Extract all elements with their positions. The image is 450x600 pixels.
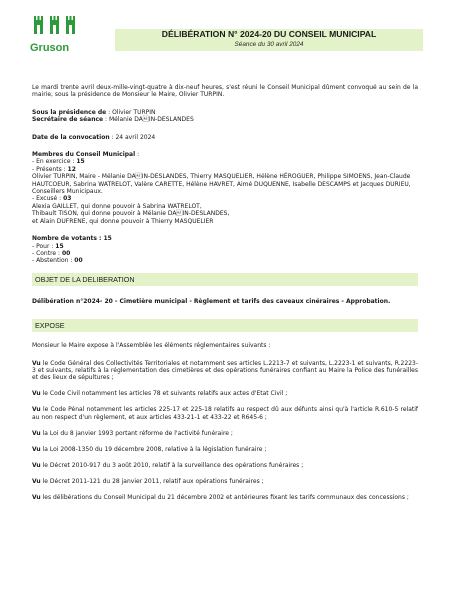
votants-label: Nombre de votants : [32, 235, 104, 243]
vu-text: la Loi du 8 janvier 1993 portant réforme de l'activité funéraire ; [40, 429, 233, 437]
presidence-block [32, 109, 418, 124]
vu-text: les délibérations du Conseil Municipal du 21 décembre 2002 et antérieures fixant les tarifs communaux des concessions ; [40, 493, 409, 501]
contre-count: 00 [61, 249, 71, 257]
secretaire-line [32, 116, 418, 123]
gruson-logo [30, 12, 80, 58]
contre-line [32, 250, 418, 257]
convocation-line [32, 134, 418, 141]
pour-count: 15 [55, 242, 64, 250]
excuse-item: et Alain DUFRENE, qui donne pouvoir à Thierry MASQUELIER [32, 217, 214, 225]
presents-list: Olivier TURPIN, Maire - Mélanie DA IN-DESLANDES, Thierry MASQUELIER, Hélène HÉROGUER, Philippe SIMOENS, Jean-Claude HAUTCOEUR, Sabrina WATRELOT, Valère CARETTE, Hélène HAVRET, Aimé DUQUENNE, Isabelle DESCAMPS et Jacques DURIEU, Conseillers Municipaux. [32, 173, 411, 196]
exercice-label: - En exercice : [32, 158, 77, 166]
vu-text: le Code Général des Collectivités Territoriales et notamment ses articles L.2213-7 et suivants, L.2223-1 et suivants, R.2223-3 et suivants, relatifs à la réglementation des cimetières et des opérations funéraires confiant au Maire la Police des funérailles et des lieux de sépultures ; [32, 359, 418, 382]
session-date: Séance du 30 avril 2024 [234, 41, 304, 48]
membres-block [32, 151, 418, 225]
vu-item [32, 390, 418, 397]
vu-text: le Décret 2010-917 du 3 août 2010, relatif à la surveillance des opérations funéraires ; [40, 461, 304, 469]
vu-label: Vu [32, 477, 41, 485]
vu-item [32, 478, 418, 485]
pour-label: - Pour : [32, 242, 56, 250]
abstention-line [32, 257, 418, 264]
expose-heading: EXPOSE [32, 319, 418, 332]
vu-item [32, 446, 418, 453]
vu-item [32, 494, 418, 501]
vu-label: Vu [32, 445, 41, 453]
votants-line [32, 235, 418, 242]
vu-label: Vu [32, 493, 41, 501]
pour-line [32, 243, 418, 250]
contre-label: - Contre : [32, 249, 62, 257]
vu-item [32, 406, 418, 421]
vu-label: Vu [32, 429, 41, 437]
vu-item [32, 430, 418, 437]
vu-label: Vu [32, 461, 41, 469]
exercice-count: 15 [76, 158, 85, 166]
exercice-line [32, 158, 418, 165]
excuse-item: Alexia GAILLET, qui donne pouvoir à Sabrina WATRELOT, [32, 202, 202, 210]
vu-text: le Décret 2011-121 du 28 janvier 2011, relatif aux opérations funéraires ; [40, 477, 264, 485]
vu-text: la Loi 2008-1350 du 19 décembre 2008, relative à la législation funéraire ; [40, 445, 267, 453]
vu-label: Vu [32, 406, 41, 414]
vu-text: le Code Pénal notamment les articles 225-17 et 225-18 relatifs au respect dû aux défunts ainsi qu'à l'article R.610-5 relatif au non respect d'un règlement, et aux articles 433-21-1 et 433-22 et R645-6 ; [32, 406, 418, 421]
page-title: DÉLIBÉRATION N° 2024-20 DU CONSEIL MUNICIPAL [161, 29, 377, 39]
vu-item [32, 462, 418, 469]
presidence-label: Sous la présidence de [32, 108, 107, 116]
vu-label: Vu [32, 359, 41, 367]
excuse-item: Thibault TISON, qui donne pouvoir à Mélanie DA IN-DESLANDES, [32, 210, 230, 218]
votants-count: 15 [103, 235, 112, 243]
intro-paragraph: Le mardi trente avril deux-mille-vingt-quatre à dix-neuf heures, s'est réuni le Conseil Municipal dûment convoqué au sein de la mairie, sous la présidence de Monsieur le Maire, Olivier TURPIN. [32, 84, 418, 99]
presents-label: - Présents : [32, 165, 68, 173]
vu-text: le Code Civil notamment les articles 78 et suivants relatifs aux actes d'Etat Civil ; [40, 390, 288, 398]
excuse-line [32, 195, 418, 202]
secretaire-label: Secrétaire de séance [32, 116, 104, 124]
expose-intro: Monsieur le Maire expose à l'Assemblée les éléments réglementaires suivants : [32, 342, 271, 350]
logo-text: Gruson [30, 42, 70, 54]
convocation-value: : 24 avril 2024 [109, 133, 156, 141]
votants-block [32, 235, 418, 265]
vu-item [32, 360, 418, 382]
membres-label: Membres du Conseil Municipal [32, 151, 136, 159]
presidence-value: : Olivier TURPIN [106, 108, 156, 116]
convocation-label: Date de la convocation [32, 133, 110, 141]
presents-count: 12 [67, 165, 76, 173]
objet-heading: OBJET DE LA DELIBERATION [32, 273, 418, 286]
membres-colon: : [135, 151, 140, 159]
abstention-count: 00 [74, 257, 83, 265]
membres-heading [32, 151, 418, 158]
excuse-count: 03 [63, 195, 72, 203]
secretaire-value: : Mélanie DA IN-DESLANDES [103, 116, 194, 124]
objet-text: Délibération n°2024- 20 - Cimetière municipal - Règlement et tarifs des caveaux cinéraires - Approbation. [32, 297, 391, 305]
abstention-label: - Abstention : [32, 257, 75, 265]
vu-label: Vu [32, 390, 41, 398]
excuse-label: - Excusé : [32, 195, 64, 203]
town-towers-icon [30, 12, 80, 42]
document-body [32, 84, 418, 510]
